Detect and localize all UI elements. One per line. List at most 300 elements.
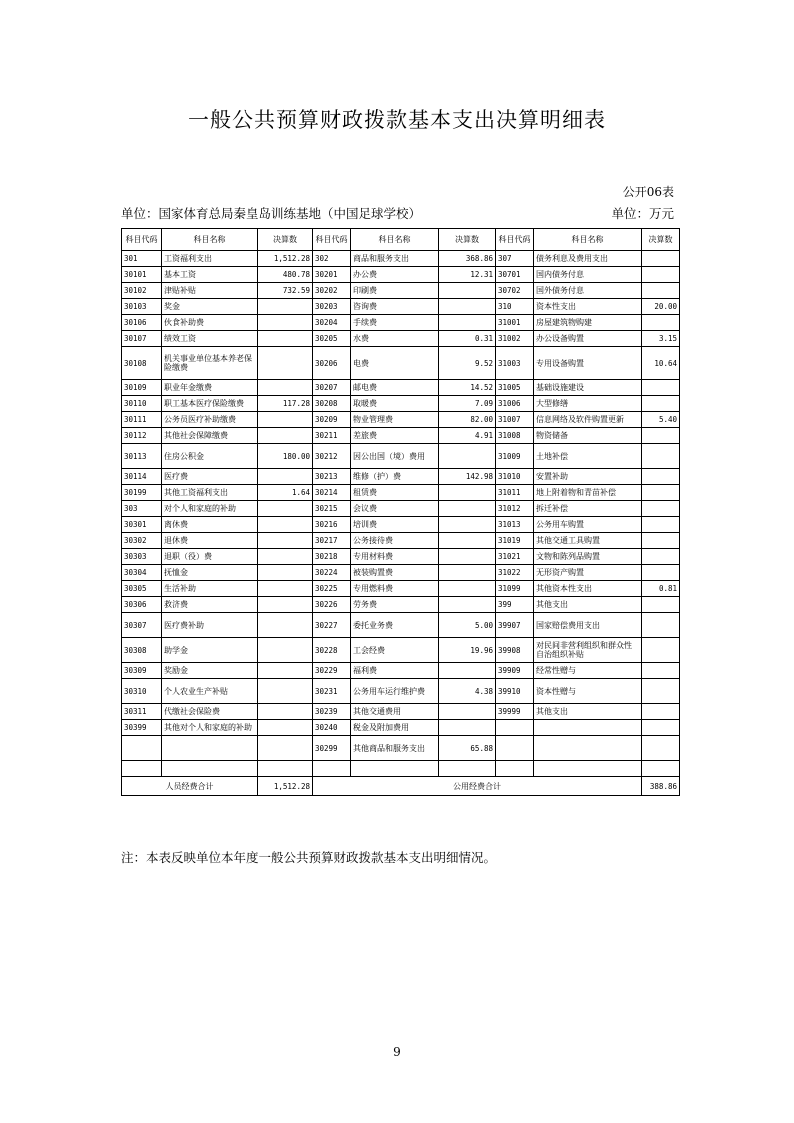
- item-name-cell: 抚恤金: [162, 565, 258, 581]
- item-code-cell: 30308: [122, 638, 162, 663]
- amount-cell: [439, 761, 496, 777]
- header-cell: 决算数: [642, 229, 680, 251]
- amount-cell: [642, 679, 680, 704]
- amount-cell: [642, 485, 680, 501]
- amount-cell: [258, 533, 313, 549]
- item-code-cell: 30110: [122, 396, 162, 412]
- amount-cell: 142.98: [439, 469, 496, 485]
- item-name-cell: 职业年金缴费: [162, 380, 258, 396]
- amount-cell: [642, 720, 680, 736]
- item-name-cell: 基本工资: [162, 267, 258, 283]
- item-code-cell: 30701: [496, 267, 534, 283]
- item-name-cell: 对个人和家庭的补助: [162, 501, 258, 517]
- item-name-cell: [162, 761, 258, 777]
- item-code-cell: 31013: [496, 517, 534, 533]
- item-name-cell: [351, 761, 439, 777]
- table-row: [122, 663, 680, 679]
- amount-cell: [258, 597, 313, 613]
- amount-cell: [439, 501, 496, 517]
- item-code-cell: [496, 720, 534, 736]
- amount-cell: [258, 565, 313, 581]
- header-cell: 科目名称: [162, 229, 258, 251]
- item-name-cell: 退休费: [162, 533, 258, 549]
- item-code-cell: 30112: [122, 428, 162, 444]
- item-code-cell: 30311: [122, 704, 162, 720]
- amount-cell: [258, 428, 313, 444]
- item-code-cell: 31011: [496, 485, 534, 501]
- amount-cell: [642, 283, 680, 299]
- item-code-cell: 30114: [122, 469, 162, 485]
- item-name-cell: 公务用车购置: [534, 517, 642, 533]
- amount-cell: 9.52: [439, 347, 496, 380]
- item-code-cell: 30303: [122, 549, 162, 565]
- item-name-cell: 物业管理费: [351, 412, 439, 428]
- item-name-cell: 委托业务费: [351, 613, 439, 638]
- amount-cell: 12.31: [439, 267, 496, 283]
- amount-cell: [439, 299, 496, 315]
- item-code-cell: 31012: [496, 501, 534, 517]
- item-code-cell: 30239: [313, 704, 351, 720]
- item-code-cell: 30214: [313, 485, 351, 501]
- table-row: [122, 581, 680, 597]
- amount-cell: 82.00: [439, 412, 496, 428]
- item-code-cell: 30306: [122, 597, 162, 613]
- item-code-cell: 30113: [122, 444, 162, 469]
- item-code-cell: 39999: [496, 704, 534, 720]
- table-row: [122, 638, 680, 663]
- amount-cell: 4.91: [439, 428, 496, 444]
- table-row: [122, 283, 680, 299]
- item-name-cell: 印刷费: [351, 283, 439, 299]
- item-code-cell: 30107: [122, 331, 162, 347]
- item-code-cell: 30301: [122, 517, 162, 533]
- item-code-cell: 30240: [313, 720, 351, 736]
- item-name-cell: 其他资本性支出: [534, 581, 642, 597]
- total-row: [122, 777, 680, 796]
- amount-cell: [439, 565, 496, 581]
- item-name-cell: 公务接待费: [351, 533, 439, 549]
- item-name-cell: 个人农业生产补贴: [162, 679, 258, 704]
- amount-cell: [642, 565, 680, 581]
- amount-cell: 732.59: [258, 283, 313, 299]
- item-code-cell: 30217: [313, 533, 351, 549]
- item-name-cell: 被装购置费: [351, 565, 439, 581]
- item-code-cell: [122, 736, 162, 761]
- item-name-cell: 经常性赠与: [534, 663, 642, 679]
- item-name-cell: 医疗费补助: [162, 613, 258, 638]
- item-code-cell: 30108: [122, 347, 162, 380]
- item-code-cell: [496, 736, 534, 761]
- table-row: [122, 380, 680, 396]
- item-name-cell: 邮电费: [351, 380, 439, 396]
- table-row: [122, 485, 680, 501]
- amount-cell: 1,512.28: [258, 251, 313, 267]
- amount-cell: [439, 283, 496, 299]
- amount-cell: [439, 549, 496, 565]
- amount-cell: [439, 597, 496, 613]
- item-code-cell: 31008: [496, 428, 534, 444]
- item-code-cell: 30231: [313, 679, 351, 704]
- item-code-cell: 30211: [313, 428, 351, 444]
- item-name-cell: 资本性赠与: [534, 679, 642, 704]
- item-name-cell: 津贴补贴: [162, 283, 258, 299]
- item-code-cell: 30307: [122, 613, 162, 638]
- item-name-cell: 基础设施建设: [534, 380, 642, 396]
- item-code-cell: 31003: [496, 347, 534, 380]
- item-code-cell: 30215: [313, 501, 351, 517]
- item-name-cell: 其他工资福利支出: [162, 485, 258, 501]
- total-public-value: 388.86: [642, 777, 680, 796]
- table-row: [122, 412, 680, 428]
- item-code-cell: 30201: [313, 267, 351, 283]
- item-name-cell: 文物和陈列品购置: [534, 549, 642, 565]
- amount-cell: 180.00: [258, 444, 313, 469]
- item-code-cell: [122, 761, 162, 777]
- table-row: [122, 613, 680, 638]
- item-code-cell: 399: [496, 597, 534, 613]
- item-name-cell: 培训费: [351, 517, 439, 533]
- table-row: [122, 736, 680, 761]
- table-row: [122, 347, 680, 380]
- item-code-cell: 31010: [496, 469, 534, 485]
- item-code-cell: 302: [313, 251, 351, 267]
- item-code-cell: 30202: [313, 283, 351, 299]
- item-name-cell: 会议费: [351, 501, 439, 517]
- amount-cell: 20.00: [642, 299, 680, 315]
- table-row: [122, 704, 680, 720]
- header-cell: 决算数: [258, 229, 313, 251]
- item-code-cell: 303: [122, 501, 162, 517]
- item-name-cell: 维修（护）费: [351, 469, 439, 485]
- item-code-cell: 31007: [496, 412, 534, 428]
- item-name-cell: 离休费: [162, 517, 258, 533]
- amount-cell: [258, 761, 313, 777]
- amount-cell: [439, 663, 496, 679]
- amount-cell: [258, 380, 313, 396]
- table-note: 注：本表反映单位本年度一般公共预算财政拨款基本支出明细情况。: [121, 850, 497, 865]
- amount-cell: 5.40: [642, 412, 680, 428]
- item-name-cell: 奖金: [162, 299, 258, 315]
- item-code-cell: 30111: [122, 412, 162, 428]
- table-row: [122, 469, 680, 485]
- amount-cell: [258, 679, 313, 704]
- item-code-cell: 30702: [496, 283, 534, 299]
- page-title: 一般公共预算财政拨款基本支出决算明细表: [188, 108, 606, 132]
- item-name-cell: 信息网络及软件购置更新: [534, 412, 642, 428]
- table-row: [122, 444, 680, 469]
- item-code-cell: 30227: [313, 613, 351, 638]
- item-code-cell: 30229: [313, 663, 351, 679]
- item-name-cell: [162, 736, 258, 761]
- header-cell: 科目代码: [496, 229, 534, 251]
- table-row: [122, 251, 680, 267]
- item-name-cell: 对民间非营利组织和群众性自治组织补贴: [534, 638, 642, 663]
- item-name-cell: 其他社会保障缴费: [162, 428, 258, 444]
- item-name-cell: 税金及附加费用: [351, 720, 439, 736]
- amount-cell: [258, 501, 313, 517]
- amount-cell: [258, 469, 313, 485]
- amount-cell: 4.38: [439, 679, 496, 704]
- table-row: [122, 428, 680, 444]
- item-name-cell: 职工基本医疗保险缴费: [162, 396, 258, 412]
- item-code-cell: 30206: [313, 347, 351, 380]
- item-code-cell: 30207: [313, 380, 351, 396]
- total-public-label: 公用经费合计: [313, 777, 642, 796]
- item-name-cell: 伙食补助费: [162, 315, 258, 331]
- amount-cell: [439, 720, 496, 736]
- item-code-cell: 30213: [313, 469, 351, 485]
- item-name-cell: 机关事业单位基本养老保险缴费: [162, 347, 258, 380]
- item-code-cell: 31002: [496, 331, 534, 347]
- item-code-cell: 30101: [122, 267, 162, 283]
- total-personnel-label: 人员经费合计: [122, 777, 258, 796]
- item-code-cell: 39909: [496, 663, 534, 679]
- item-code-cell: 30399: [122, 720, 162, 736]
- item-name-cell: 商品和服务支出: [351, 251, 439, 267]
- item-code-cell: 310: [496, 299, 534, 315]
- amount-cell: [642, 549, 680, 565]
- amount-cell: [439, 704, 496, 720]
- item-name-cell: 其他支出: [534, 704, 642, 720]
- item-name-cell: 工会经费: [351, 638, 439, 663]
- amount-cell: [642, 638, 680, 663]
- amount-cell: [258, 720, 313, 736]
- page-number: 9: [393, 1045, 401, 1059]
- item-code-cell: 39907: [496, 613, 534, 638]
- item-name-cell: 咨询费: [351, 299, 439, 315]
- amount-cell: [642, 315, 680, 331]
- item-code-cell: 301: [122, 251, 162, 267]
- item-name-cell: 其他交通费用: [351, 704, 439, 720]
- item-name-cell: 地上附着物和青苗补偿: [534, 485, 642, 501]
- amount-cell: [439, 485, 496, 501]
- header-cell: 科目名称: [534, 229, 642, 251]
- item-name-cell: 房屋建筑物购建: [534, 315, 642, 331]
- item-code-cell: 30224: [313, 565, 351, 581]
- amount-cell: [258, 581, 313, 597]
- item-code-cell: 39908: [496, 638, 534, 663]
- amount-cell: [439, 315, 496, 331]
- item-name-cell: 电费: [351, 347, 439, 380]
- item-code-cell: 30216: [313, 517, 351, 533]
- item-name-cell: [534, 761, 642, 777]
- amount-cell: 480.78: [258, 267, 313, 283]
- item-name-cell: 因公出国（境）费用: [351, 444, 439, 469]
- amount-cell: [642, 380, 680, 396]
- item-name-cell: 救济费: [162, 597, 258, 613]
- item-name-cell: 其他商品和服务支出: [351, 736, 439, 761]
- item-code-cell: 30309: [122, 663, 162, 679]
- amount-cell: [642, 704, 680, 720]
- amount-cell: [642, 251, 680, 267]
- item-code-cell: 31021: [496, 549, 534, 565]
- amount-cell: [258, 736, 313, 761]
- table-row: [122, 501, 680, 517]
- item-name-cell: 债务利息及费用支出: [534, 251, 642, 267]
- item-name-cell: 国内债务付息: [534, 267, 642, 283]
- table-row: [122, 396, 680, 412]
- amount-cell: [642, 267, 680, 283]
- item-name-cell: 其他对个人和家庭的补助: [162, 720, 258, 736]
- amount-cell: 0.81: [642, 581, 680, 597]
- item-code-cell: 30199: [122, 485, 162, 501]
- amount-cell: 0.31: [439, 331, 496, 347]
- expenditure-table: [121, 228, 680, 796]
- item-name-cell: 专用设备购置: [534, 347, 642, 380]
- item-code-cell: 31005: [496, 380, 534, 396]
- amount-cell: [642, 517, 680, 533]
- table-row: [122, 720, 680, 736]
- item-code-cell: 30212: [313, 444, 351, 469]
- item-name-cell: 国外债务付息: [534, 283, 642, 299]
- item-name-cell: 手续费: [351, 315, 439, 331]
- amount-cell: [258, 663, 313, 679]
- item-name-cell: 劳务费: [351, 597, 439, 613]
- item-name-cell: 土地补偿: [534, 444, 642, 469]
- item-code-cell: 30225: [313, 581, 351, 597]
- amount-cell: 3.15: [642, 331, 680, 347]
- item-code-cell: 31019: [496, 533, 534, 549]
- table-row: [122, 679, 680, 704]
- amount-cell: [258, 299, 313, 315]
- item-name-cell: 资本性支出: [534, 299, 642, 315]
- item-code-cell: 31006: [496, 396, 534, 412]
- item-name-cell: 公务用车运行维护费: [351, 679, 439, 704]
- item-code-cell: 30109: [122, 380, 162, 396]
- amount-cell: [439, 517, 496, 533]
- amount-cell: [642, 663, 680, 679]
- table-header-row: [122, 229, 680, 251]
- item-name-cell: 办公设备购置: [534, 331, 642, 347]
- item-name-cell: 拆迁补偿: [534, 501, 642, 517]
- item-code-cell: 30208: [313, 396, 351, 412]
- item-name-cell: [534, 720, 642, 736]
- amount-cell: [642, 761, 680, 777]
- item-name-cell: 租赁费: [351, 485, 439, 501]
- item-code-cell: [313, 761, 351, 777]
- item-name-cell: 生活补助: [162, 581, 258, 597]
- item-name-cell: 专用燃料费: [351, 581, 439, 597]
- item-name-cell: 工资福利支出: [162, 251, 258, 267]
- item-code-cell: 30228: [313, 638, 351, 663]
- table-row: [122, 299, 680, 315]
- item-code-cell: 30102: [122, 283, 162, 299]
- amount-cell: [439, 581, 496, 597]
- amount-cell: [642, 428, 680, 444]
- amount-cell: [642, 597, 680, 613]
- item-code-cell: 31001: [496, 315, 534, 331]
- amount-cell: [642, 736, 680, 761]
- amount-cell: [642, 613, 680, 638]
- table-row: [122, 597, 680, 613]
- amount-cell: 14.52: [439, 380, 496, 396]
- amount-cell: [258, 412, 313, 428]
- table-row: [122, 315, 680, 331]
- item-code-cell: 31099: [496, 581, 534, 597]
- amount-cell: [642, 396, 680, 412]
- header-cell: 科目代码: [122, 229, 162, 251]
- item-name-cell: 取暖费: [351, 396, 439, 412]
- item-code-cell: 30209: [313, 412, 351, 428]
- amount-cell: 1.64: [258, 485, 313, 501]
- amount-cell: [642, 469, 680, 485]
- amount-cell: [439, 533, 496, 549]
- item-code-cell: 30305: [122, 581, 162, 597]
- form-number: 公开06表: [622, 185, 674, 199]
- item-name-cell: 物资储备: [534, 428, 642, 444]
- item-name-cell: 住房公积金: [162, 444, 258, 469]
- item-name-cell: 办公费: [351, 267, 439, 283]
- item-name-cell: 代缴社会保险费: [162, 704, 258, 720]
- item-name-cell: [534, 736, 642, 761]
- amount-cell: [258, 331, 313, 347]
- amount-cell: 5.00: [439, 613, 496, 638]
- item-name-cell: 差旅费: [351, 428, 439, 444]
- amount-cell: 368.86: [439, 251, 496, 267]
- item-code-cell: 30103: [122, 299, 162, 315]
- item-code-cell: 307: [496, 251, 534, 267]
- item-code-cell: 30205: [313, 331, 351, 347]
- amount-cell: 65.88: [439, 736, 496, 761]
- table-row: [122, 331, 680, 347]
- amount-cell: [258, 315, 313, 331]
- item-code-cell: 30299: [313, 736, 351, 761]
- item-name-cell: 无形资产购置: [534, 565, 642, 581]
- amount-cell: [642, 533, 680, 549]
- unit-currency: 单位：万元: [611, 206, 674, 221]
- header-cell: 决算数: [439, 229, 496, 251]
- item-code-cell: 30302: [122, 533, 162, 549]
- item-name-cell: 国家赔偿费用支出: [534, 613, 642, 638]
- table-row: [122, 549, 680, 565]
- amount-cell: 117.28: [258, 396, 313, 412]
- amount-cell: [439, 444, 496, 469]
- item-code-cell: 39910: [496, 679, 534, 704]
- item-name-cell: 大型修缮: [534, 396, 642, 412]
- item-code-cell: 30304: [122, 565, 162, 581]
- item-name-cell: 其他交通工具购置: [534, 533, 642, 549]
- item-name-cell: 助学金: [162, 638, 258, 663]
- table-row: [122, 565, 680, 581]
- item-name-cell: 奖励金: [162, 663, 258, 679]
- item-name-cell: 其他支出: [534, 597, 642, 613]
- amount-cell: 10.64: [642, 347, 680, 380]
- table-row: [122, 517, 680, 533]
- item-code-cell: 30106: [122, 315, 162, 331]
- table-row: [122, 267, 680, 283]
- amount-cell: 19.96: [439, 638, 496, 663]
- item-code-cell: 31022: [496, 565, 534, 581]
- item-name-cell: 医疗费: [162, 469, 258, 485]
- header-cell: 科目名称: [351, 229, 439, 251]
- table-row: [122, 533, 680, 549]
- item-code-cell: 30218: [313, 549, 351, 565]
- amount-cell: [258, 638, 313, 663]
- item-code-cell: 30226: [313, 597, 351, 613]
- item-code-cell: 30203: [313, 299, 351, 315]
- table-body: [122, 251, 680, 777]
- amount-cell: [258, 549, 313, 565]
- amount-cell: [258, 704, 313, 720]
- total-personnel-value: 1,512.28: [258, 777, 313, 796]
- item-name-cell: 专用材料费: [351, 549, 439, 565]
- amount-cell: [642, 501, 680, 517]
- item-name-cell: 福利费: [351, 663, 439, 679]
- amount-cell: 7.09: [439, 396, 496, 412]
- item-name-cell: 公务员医疗补助缴费: [162, 412, 258, 428]
- unit-name: 单位：国家体育总局秦皇岛训练基地（中国足球学校）: [121, 206, 422, 221]
- amount-cell: [258, 347, 313, 380]
